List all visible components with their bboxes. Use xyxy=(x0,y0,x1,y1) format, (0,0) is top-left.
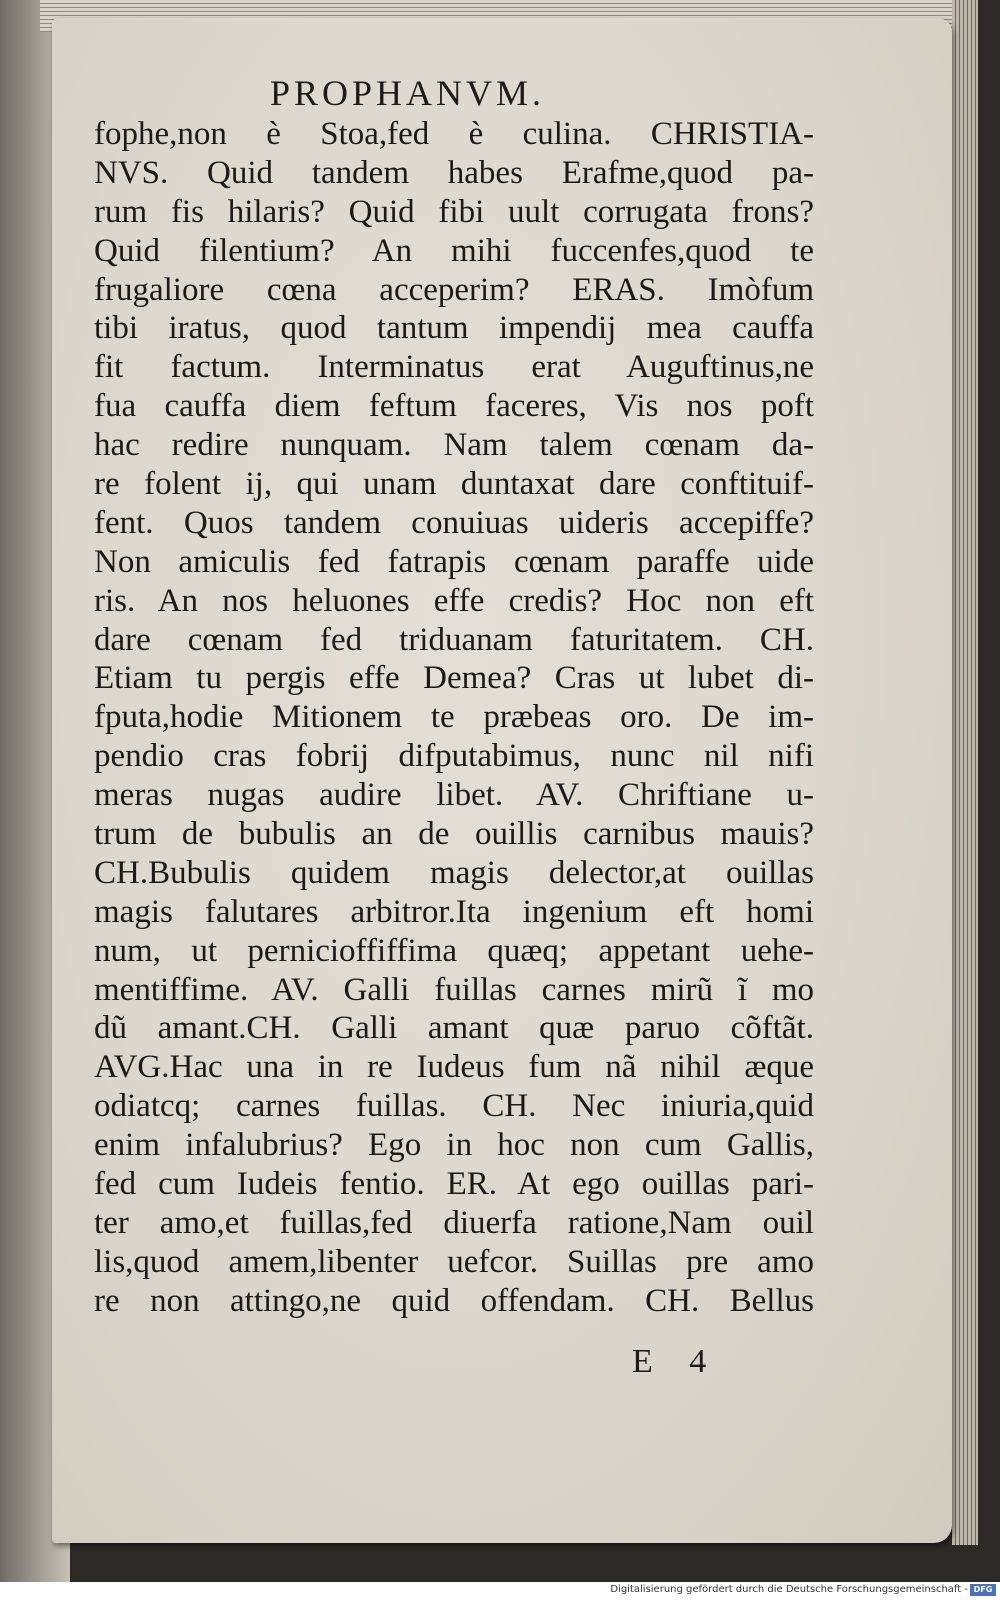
text-line: pendio cras fobrij difputabimus, nunc nil nifi xyxy=(94,738,814,775)
signature-mark: E 4 xyxy=(632,1343,721,1380)
text-line: fent. Quos tandem conuiuas uideris accepiffe? xyxy=(94,504,814,541)
text-line: num, ut pernicioffiffima quæq; appetant uehe- xyxy=(94,932,814,969)
text-line: Non amiculis fed fatrapis cœnam paraffe uide xyxy=(94,543,814,580)
text-line: lis,quod amem,libenter uefcor. Suillas pre amo xyxy=(94,1243,814,1280)
text-line: frugaliore cœna acceperim? ERAS. Imòfum xyxy=(94,271,814,308)
text-line: hac redire nunquam. Nam talem cœnam da- xyxy=(94,427,814,464)
text-line: enim infalubrius? Ego in hoc non cum Gallis, xyxy=(94,1127,814,1164)
text-line: re non attingo,ne quid offendam. CH. Bellus xyxy=(94,1282,814,1319)
text-line: Etiam tu pergis effe Demea? Cras ut lubet di- xyxy=(94,660,814,697)
text-line: CH.Bubulis quidem magis delector,at ouillas xyxy=(94,854,814,891)
text-line: ter amo,et fuillas,fed diuerfa ratione,Nam ouil xyxy=(94,1204,814,1241)
text-line: magis falutares arbitror.Ita ingenium eft homi xyxy=(94,893,814,930)
text-line: mentiffime. AV. Galli fuillas carnes mirũ ĩ mo xyxy=(94,971,814,1008)
text-line: odiatcq; carnes fuillas. CH. Nec iniuria,quid xyxy=(94,1088,814,1125)
dfg-logo: DFG xyxy=(970,1584,996,1596)
text-line: fed cum Iudeis fentio. ER. At ego ouillas pari- xyxy=(94,1166,814,1203)
text-line: fophe,non è Stoa,fed è culina. CHRISTIA- xyxy=(94,116,814,152)
text-line: trum de bubulis an de ouillis carnibus mauis? xyxy=(94,816,814,853)
text-line: dũ amant.CH. Galli amant quæ paruo cõftãt. xyxy=(94,1010,814,1047)
text-line: dare cœnam fed triduanam faturitatem. CH. xyxy=(94,621,814,658)
text-line: Quid filentium? An mihi fuccenfes,quod te xyxy=(94,232,814,269)
text-line: meras nugas audire libet. AV. Chriftiane u- xyxy=(94,777,814,814)
text-line: NVS. Quid tandem habes Erafme,quod pa- xyxy=(94,154,814,191)
text-line: AVG.Hac una in re Iudeus fum nã nihil æque xyxy=(94,1049,814,1086)
text-line: rum fis hilaris? Quid fibi uult corrugata frons? xyxy=(94,193,814,230)
running-head: PROPHANVM. xyxy=(270,73,546,113)
text-line: fit factum. Interminatus erat Auguftinus,ne xyxy=(94,349,814,386)
page-edges-right xyxy=(952,0,978,1545)
text-line: tibi iratus, quod tantum impendij mea cauffa xyxy=(94,310,814,347)
footer-credit: Digitalisierung gefördert durch die Deutsche Forschungsgemeinschaft - xyxy=(610,1584,968,1595)
body-text xyxy=(94,115,814,1321)
text-line: ris. An nos heluones effe credis? Hoc non eft xyxy=(94,582,814,619)
text-line: fua cauffa diem feftum faceres, Vis nos poft xyxy=(94,388,814,425)
text-line: re folent ij, qui unam duntaxat dare conftituif- xyxy=(94,466,814,503)
text-line: fputa,hodie Mitionem te præbeas oro. De im- xyxy=(94,699,814,736)
